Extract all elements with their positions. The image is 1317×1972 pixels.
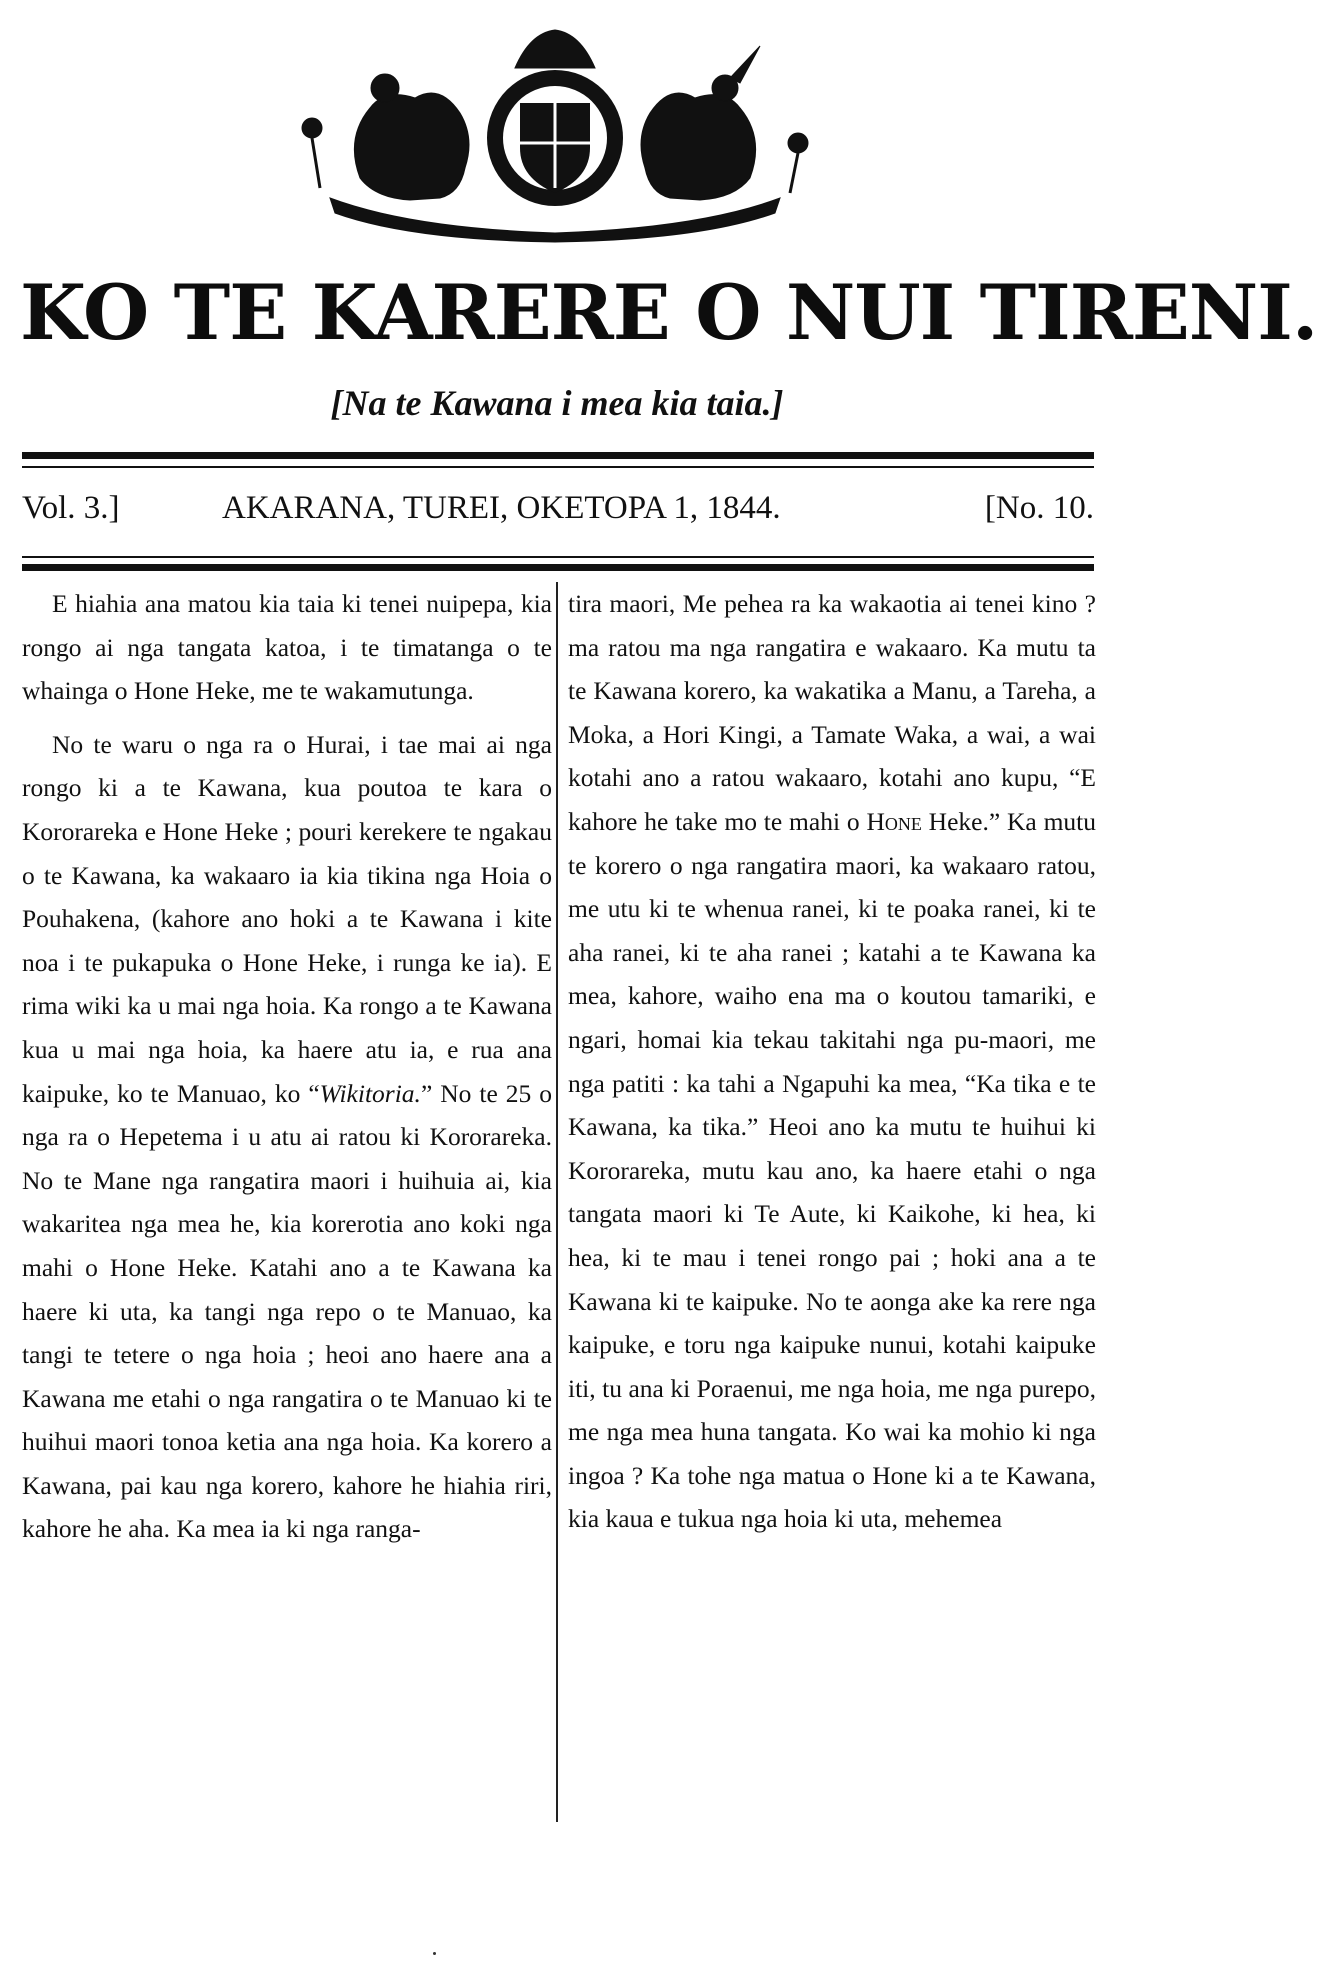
column-divider xyxy=(556,582,558,1822)
ship-name: Wikitoria. xyxy=(319,1078,421,1108)
paragraph-continued xyxy=(568,582,1096,1541)
article-column-left xyxy=(22,582,552,1551)
royal-coat-of-arms-icon xyxy=(290,28,820,243)
top-rule-thick xyxy=(22,452,1094,459)
small-caps-name: Hone xyxy=(866,806,922,836)
place-date: AKARANA, TUREI, OKETOPA 1, 1844. xyxy=(222,490,781,526)
article-column-right xyxy=(568,582,1096,1541)
issue-number: [No. 10. xyxy=(984,490,1094,526)
masthead-title: KO TE KARERE O NUI TIRENI. xyxy=(20,268,1317,357)
paragraph-main-text-b: ” No te 25 o nga ra o Hepetema i u atu ai ratou ki Kororareka. No te Mane nga rangatira maori i huihuia ai, kia wakaritea nga mea he, kia korerotia ano koki nga mahi o Hone Heke. Katahi ano a te Kawana ka haere ki uta, ka tangi nga repo o te Manuao, ka tangi te tetere o nga hoia ; heoi ano haere ana a Kawana me etahi o nga rangatira o te Manuao ki te huihui maori tonoa ketia ana nga hoia. Ka korero a Kawana, pai kau nga korero, kahore he hiahia riri, kahore he aha. Ka mea ia ki nga ranga- xyxy=(22,1078,552,1544)
paragraph-main-text-a: No te waru o nga ra o Hurai, i tae mai ai nga rongo ki a te Kawana, kua poutoa te kara o Kororareka e Hone Heke ; pouri kerekere te ngakau o te Kawana, ka wakaaro ia kia tikina nga Hoia o Pouhakena, (kahore ano hoki a te Kawana i kite noa i te pukapuka o Hone Heke, i runga ke ia). E rima wiki ka u mai nga hoia. Ka rongo a te Kawana kua u mai nga hoia, ka haere atu ia, e rua ana kaipuke, ko te Manuao, ko “ xyxy=(22,729,552,1108)
mid-rule-thick xyxy=(22,564,1094,571)
stray-mark xyxy=(433,1952,436,1955)
volume-number: Vol. 3.] xyxy=(22,490,120,526)
dateline xyxy=(22,486,1094,530)
paragraph-main xyxy=(22,723,552,1551)
paragraph-intro: E hiahia ana matou kia taia ki tenei nuipepa, kia rongo ai nga tangata katoa, i te timatanga o te whainga o Hone Heke, me te wakamutunga. xyxy=(22,589,552,706)
paragraph-continued-text-a: tira maori, Me pehea ra ka wakaotia ai tenei kino ? ma ratou ma nga rangatira e wakaaro. Ka mutu ta te Kawana korero, ka wakatika a Manu, a Tareha, a Moka, a Hori Kingi, a Tamate Waka, a wai, a wai kotahi ano a ratou wakaaro, kotahi ano kupu, “E kahore he take mo te mahi o xyxy=(568,589,1096,836)
paragraph-continued-text-b: Heke.” Ka mutu te korero o nga rangatira maori, ka wakaaro ratou, me utu ki te whenua ranei, ki te poaka ranei, ki te aha ranei, ki te aha ranei ; katahi a te Kawana ka mea, kahore, waiho ena ma o koutou tamariki, e ngari, homai kia tekau takitahi nga pu-maori, me nga patiti : ka tahi a Ngapuhi ka mea, “Ka tika e te Kawana, ka tika.” Heoi ano ka mutu te huihui ki Kororareka, mutu kau ano, ka haere etahi o nga tangata maori ki Te Aute, ki Kaikohe, ki hea, ki hea, ki te mau i tenei rongo pai ; hoki ana a te Kawana ki te kaipuke. No te aonga ake ka rere nga kaipuke, e toru nga kaipuke nunui, kotahi kaipuke iti, tu ana ki Poraenui, me nga hoia, me nga purepo, me nga mea huna tangata. Ko wai ka mohio ki nga ingoa ? Ka tohe nga matua o Hone ki a te Kawana, kia kaua e tukua nga hoia ki uta, mehemea xyxy=(568,806,1096,1534)
top-rule-thin xyxy=(22,466,1094,468)
masthead-subtitle: [Na te Kawana i mea kia taia.] xyxy=(330,383,784,423)
mid-rule-thin xyxy=(22,556,1094,558)
